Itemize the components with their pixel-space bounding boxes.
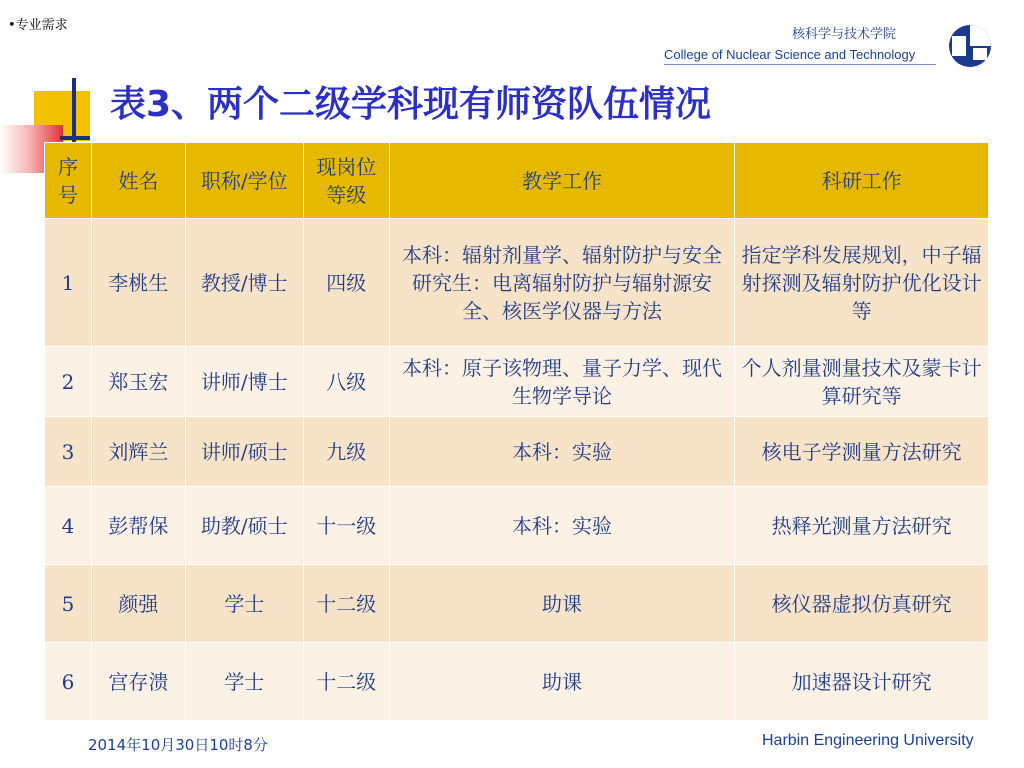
table-header-row [45, 143, 989, 219]
header-name: 姓名 [91, 143, 185, 219]
cell-post-level: 八级 [303, 347, 389, 417]
cell-index: 3 [45, 417, 92, 487]
table-row [45, 643, 989, 721]
cell-index: 5 [45, 565, 92, 643]
cell-research: 核仪器虚拟仿真研究 [735, 565, 989, 643]
cell-teaching: 本科：实验 [389, 417, 735, 487]
cell-post-level: 十二级 [303, 643, 389, 721]
cell-index: 4 [45, 487, 92, 565]
cell-post-level: 十一级 [303, 487, 389, 565]
cell-teaching: 助课 [389, 565, 735, 643]
school-name-en: College of Nuclear Science and Technology [664, 47, 916, 62]
hrbeu-logo-icon [940, 24, 1000, 68]
decor-horizontal-bar [60, 136, 90, 140]
cell-title-degree: 教授/博士 [185, 219, 303, 347]
school-name-cn: 核科学与技术学院 [792, 27, 897, 42]
cell-teaching: 本科：实验 [389, 487, 735, 565]
cell-title-degree: 讲师/博士 [185, 347, 303, 417]
footer-university: Harbin Engineering University [762, 732, 974, 749]
header-research: 科研工作 [735, 143, 989, 219]
cell-name: 李桃生 [91, 219, 185, 347]
cell-post-level: 四级 [303, 219, 389, 347]
cell-title-degree: 助教/硕士 [185, 487, 303, 565]
table-row [45, 565, 989, 643]
table-row [45, 487, 989, 565]
cell-post-level: 十二级 [303, 565, 389, 643]
cell-teaching: 助课 [389, 643, 735, 721]
table-row [45, 347, 989, 417]
cell-name: 彭帮保 [91, 487, 185, 565]
cell-name: 颜强 [91, 565, 185, 643]
cell-post-level: 九级 [303, 417, 389, 487]
faculty-table [44, 142, 989, 721]
cell-title-degree: 学士 [185, 643, 303, 721]
header-teaching: 教学工作 [389, 143, 735, 219]
cell-index: 2 [45, 347, 92, 417]
cell-title-degree: 讲师/硕士 [185, 417, 303, 487]
header-post-level: 现岗位等级 [303, 143, 389, 219]
cell-research: 个人剂量测量技术及蒙卡计算研究等 [735, 347, 989, 417]
cell-research: 核电子学测量方法研究 [735, 417, 989, 487]
header-index: 序号 [45, 143, 92, 219]
decor-vertical-bar [72, 78, 76, 143]
cell-name: 宫存溃 [91, 643, 185, 721]
cell-name: 刘辉兰 [91, 417, 185, 487]
cell-research: 指定学科发展规划，中子辐射探测及辐射防护优化设计等 [735, 219, 989, 347]
section-note: •专业需求 [8, 18, 68, 33]
cell-index: 6 [45, 643, 92, 721]
table-row [45, 417, 989, 487]
cell-teaching: 本科：辐射剂量学、辐射防护与安全 研究生：电离辐射防护与辐射源安全、核医学仪器与方法 [389, 219, 735, 347]
cell-title-degree: 学士 [185, 565, 303, 643]
cell-name: 郑玉宏 [91, 347, 185, 417]
header-underline [664, 64, 936, 65]
cell-index: 1 [45, 219, 92, 347]
table-row [45, 219, 989, 347]
footer-date: 2014年10月30日10时8分 [88, 736, 268, 754]
header-title-degree: 职称/学位 [185, 143, 303, 219]
cell-research: 加速器设计研究 [735, 643, 989, 721]
cell-teaching: 本科：原子该物理、量子力学、现代生物学导论 [389, 347, 735, 417]
page-title: 表3、两个二级学科现有师资队伍情况 [110, 84, 712, 125]
cell-research: 热释光测量方法研究 [735, 487, 989, 565]
